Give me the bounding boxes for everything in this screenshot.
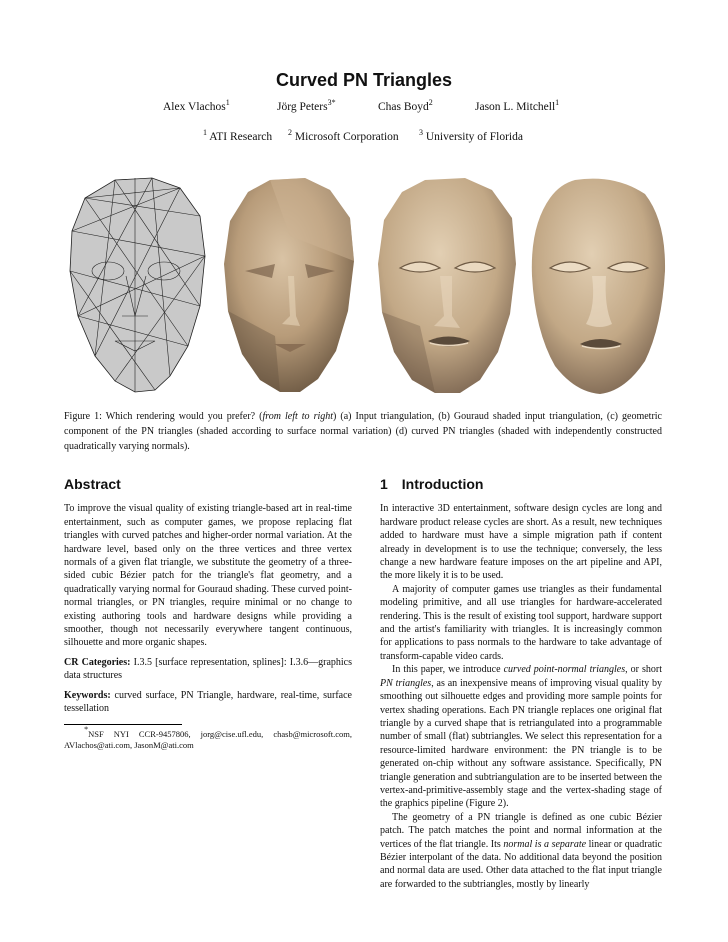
footnote-rule (64, 724, 182, 725)
intro-paragraph-2: A majority of computer games use triangles as their fundamental modeling primitive, and all use triangles for hardware-accelerated rendering. This is the result of existing tool support, hardware support and the artist's familiarity with triangles. It is increasingly common for applications to pass normals to the hardware to take advantage of transform-capable video cards. (380, 583, 662, 662)
intro-paragraph-3: In this paper, we introduce curved point-normal triangles, or short PN triangles, as an inexpensive means of improving visual quality by smoothing out silhouette edges and providing more sample points for vertex shading operations. Each PN triangle replaces one original flat triangle by a curved shape that is retriangulated into a programmable number of small (flat) subtriangles. We select this representation for a resource-limited hardware environment: the PN triangle is to be generated on-chip without any software assistance. Specifically, PN triangle generation and subtriangulation are to be inserted between the vertex-and-primitive-assembly stage and the vertex-shading stage of the graphics pipeline (Figure 2). (380, 664, 663, 810)
affiliation-ati: $^1$ ATI Research (203, 128, 273, 143)
intro-paragraph-4: The geometry of a PN triangle is defined as one cubic Bézier patch. The patch matches the point and normal information at the vertices of the flat triangle. Its normal is a separate linear or quadratic Bézier interpolant of the data. No additional data beyond the position and normal data are used. Other data attached to the flat input triangle are forwarded to the subtriangles, mostly by linearly (380, 811, 662, 890)
abstract-heading: Abstract (64, 476, 121, 492)
introduction-heading: 1 Introduction (380, 476, 484, 492)
face-b-gouraud (224, 178, 354, 392)
paper-title: Curved PN Triangles (275, 70, 453, 90)
cr-categories: CR Categories: I.3.5 [surface representation, splines]: I.3.6—graphics data structures (64, 656, 353, 682)
face-c-geometric (378, 178, 516, 393)
abstract-column (64, 478, 352, 751)
author-mitchell: Jason L. Mitchell$^1$ (475, 98, 560, 113)
figure-1-faces (60, 176, 670, 396)
face-d-curved (532, 179, 665, 394)
figure-1-caption: Figure 1: Which rendering would you prefer? (from left to right) (a) Input triangulation, (b) Gouraud shaded input triangulation, (c) geometric component of the PN triangles (shaded according to surface normal variation) (d) curved PN triangles (shaded with independently constructed quadratically varying normals). (64, 411, 663, 452)
face-renderings (60, 176, 670, 396)
abstract-text: To improve the visual quality of existing triangle-based art in real-time entertainment, such as computer games, we propose replacing flat triangles with curved patches and higher-order normal variation. At the hardware level, based only on the three vertices and three vertex normals of a given flat triangle, we substitute the geometry of a three-sided cubic Bézier patch for the triangle's flat geometry, and a quadratically varying normal for Gouraud shading. These curved point-normal triangles, or PN triangles, require minimal or no change to existing authoring tools and hardware designs while providing a smoother, though not necessarily everywhere tangent continuous, silhouette and more organic shapes. (64, 503, 352, 649)
author-vlachos: Alex Vlachos$^1$ (163, 98, 230, 113)
introduction-column (380, 478, 662, 891)
author-peters: Jörg Peters$^{3*}$ (277, 98, 336, 113)
author-footnote: *NSF NYI CCR-9457806, jorg@cise.ufl.edu, chasb@microsoft.com, AVlachos@ati.com, JasonM@ati.com (64, 724, 352, 750)
intro-paragraph-1: In interactive 3D entertainment, software design cycles are long and hardware product release cycles are short. As a result, new techniques added to hardware must have a simple migration path if content already in development is to use the technique; conversely, the less change a new hardware feature imposes on the art pipeline and API, the more likely it is to be used. (380, 503, 662, 582)
affiliation-microsoft: $^2$ Microsoft Corporation (288, 128, 399, 143)
keywords: Keywords: curved surface, PN Triangle, hardware, real-time, surface tessellation (64, 689, 352, 715)
author-boyd: Chas Boyd$^2$ (378, 98, 433, 113)
affiliation-florida: $^3$ University of Florida (419, 128, 523, 143)
face-a-wireframe (70, 178, 205, 392)
